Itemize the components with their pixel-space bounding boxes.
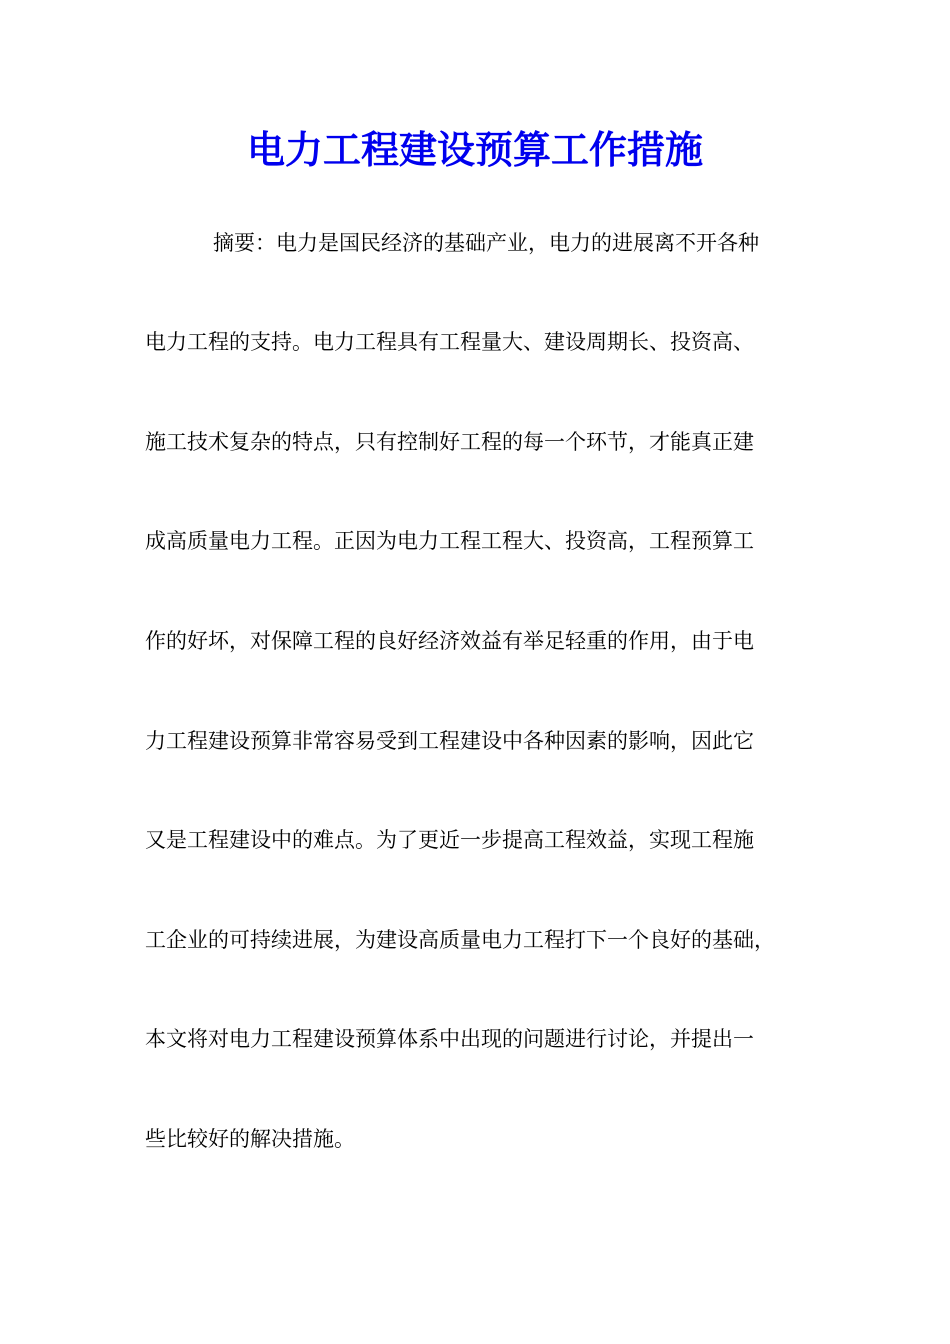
abstract-line-5: 作的好坏，对保障工程的良好经济效益有举足轻重的作用，由于电 bbox=[145, 629, 754, 653]
abstract-line-2: 电力工程的支持。电力工程具有工程量大、建设周期长、投资高、 bbox=[145, 330, 754, 354]
abstract-line-6: 力工程建设预算非常容易受到工程建设中各种因素的影响，因此它 bbox=[145, 729, 754, 753]
abstract-line-3: 施工技术复杂的特点，只有控制好工程的每一个环节，才能真正建 bbox=[145, 430, 754, 454]
page-title: 电力工程建设预算工作措施 bbox=[246, 127, 703, 172]
abstract-line-7: 又是工程建设中的难点。为了更近一步提高工程效益，实现工程施 bbox=[145, 828, 754, 852]
abstract-line-8: 工企业的可持续进展，为建设高质量电力工程打下一个良好的基础， bbox=[145, 928, 775, 952]
abstract-line-4: 成高质量电力工程。正因为电力工程工程大、投资高，工程预算工 bbox=[145, 529, 754, 553]
abstract-line-1: 摘要：电力是国民经济的基础产业，电力的进展离不开各种 bbox=[213, 231, 759, 255]
abstract-line-10: 些比较好的解决措施。 bbox=[145, 1127, 355, 1151]
abstract-line-9: 本文将对电力工程建设预算体系中出现的问题进行讨论，并提出一 bbox=[145, 1027, 754, 1051]
